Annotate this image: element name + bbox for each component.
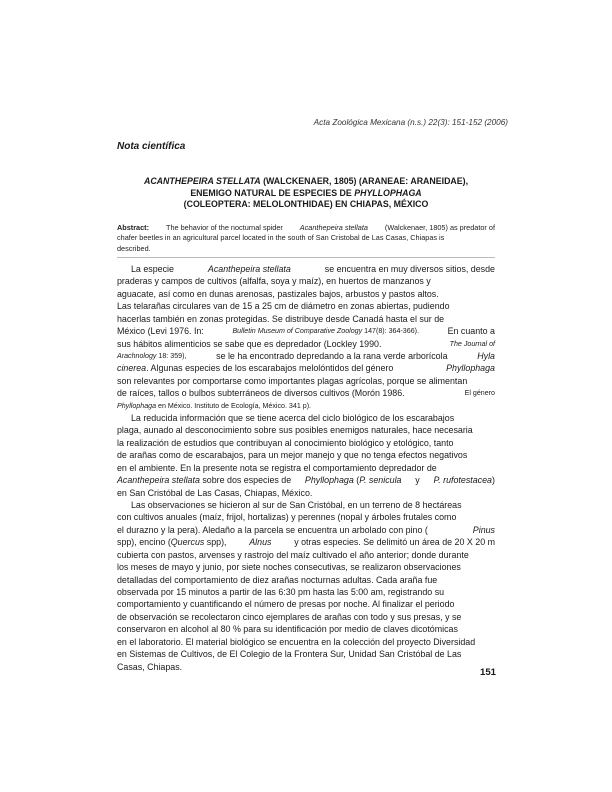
species-name: cinerea: [117, 363, 147, 374]
text-run: sus hábitos alimenticios se sabe que es depredador (Lockley 1990.: [117, 338, 382, 349]
paragraph-3-line: comportamiento y cuantificando el número de presas por noche. Al finalizar el periodo: [117, 599, 455, 610]
species-name: Acanthepeira stellata: [117, 475, 200, 486]
paragraph-3-line: [117, 524, 495, 536]
title-line-2-prefix: ENEMIGO NATURAL DE ESPECIES DE: [190, 187, 355, 198]
text-run: el durazno y la pera). Aledaño a la parcela se encuentra un arbolado con pino (: [117, 524, 428, 535]
text-run: sobre dos especies de: [202, 475, 292, 486]
paragraph-2-line: de arañas como de escarabajos, para un mejor manejo y que no tenga efectos negativos: [117, 450, 468, 461]
journal-name: The Journal of: [449, 339, 495, 348]
paragraph-1-line: hacerlas también en zonas protegidas. Se distribuye desde Canadá hasta el sur de: [117, 313, 445, 324]
text-run: En cuanto a: [447, 326, 495, 337]
text-run: [117, 474, 291, 486]
text-run: se encuentra en muy diversos sitios, desde: [324, 264, 495, 274]
abstract-label: Abstract:: [117, 223, 150, 232]
species-name: P. rufotestacea: [433, 475, 492, 486]
paragraph-1-line: [117, 400, 495, 412]
paragraph-1-line: praderas y campos de cultivos (alfalfa, soya y maíz), en huertos de manzanos y: [117, 276, 431, 287]
paragraph-1-line: [117, 350, 495, 362]
text-run: [117, 362, 393, 374]
paragraph-2-line: [117, 474, 495, 486]
text-run: 18: 359),: [158, 351, 187, 360]
text-run: [433, 474, 495, 486]
abstract-text: (Walckenaer, 1805) as predator of: [384, 223, 495, 232]
paragraph-3-line: en el laboratorio. El material biológico se encuentra en la colección del proyecto Diversidad: [117, 636, 476, 647]
species-name: Acanthepeira stellata: [207, 264, 291, 274]
citation-run: [232, 325, 419, 337]
paragraph-2-line: en el ambiente. En la presente nota se registra el comportamiento depredador de: [117, 462, 437, 473]
paragraph-1-line: [117, 263, 495, 275]
genus-name: Phyllophaga: [304, 475, 354, 486]
article-body: [117, 263, 495, 673]
abstract-species: Acanthepeira stellata: [299, 223, 368, 232]
paragraph-3-line: observada por 15 minutos a partir de las 6:30 pm hasta las 5:00 am, registrando su: [117, 586, 445, 597]
journal-name: Arachnology: [117, 351, 157, 360]
genus-name: Pinus: [472, 524, 495, 535]
species-name: Hyla: [477, 350, 495, 361]
genus-name: Phyllophaga: [117, 401, 157, 410]
text-run: ): [492, 475, 495, 486]
genus-name: Phyllophaga: [446, 363, 495, 374]
species-name: P. senicula: [359, 475, 402, 486]
page-number: 151: [479, 667, 496, 678]
paragraph-2-line: la realización de estudios que contribuyan al conocimiento biológico y etológico, tanto: [117, 437, 454, 448]
text-run: La especie: [131, 264, 174, 274]
abstract-line-1: [117, 223, 495, 233]
title-line-1: [117, 176, 495, 188]
genus-name: Quercus: [170, 537, 205, 548]
title-genus-name: PHYLLOPHAGA: [354, 187, 422, 198]
text-run: y: [415, 475, 420, 486]
text-run: México (Levi 1976. In:: [117, 326, 204, 337]
paragraph-3-line: los meses de mayo y junio, por siete noches consecutivas, se realizaron observaciones: [117, 562, 461, 573]
text-run: . Algunas especies de los escarabajos melolóntidos del género: [146, 363, 394, 374]
paragraph-3-line: conservaron en alcohol al 80 % para su identificación por medio de claves dicotómicas: [117, 624, 458, 635]
text-run: y otras especies. Se delimitó un área de 20 X 20 m: [294, 537, 495, 548]
abstract-line-2: chafer beetles in an agricultural parcel located in the south of San Cristobal de Las Casas, Chiapas is: [117, 233, 445, 243]
title-line-1-rest: (WALCKENAER, 1805) (ARANEAE: ARANEIDAE),: [263, 176, 469, 186]
abstract: [117, 223, 495, 254]
paragraph-2-line: plaga, aunado al desconocimiento sobre sus posibles enemigos naturales, hace necesaria: [117, 425, 473, 436]
paragraph-1-line: [117, 362, 495, 374]
paragraph-2-line: en San Cristóbal de Las Casas, Chiapas, México.: [117, 487, 313, 498]
text-run: (: [356, 475, 360, 486]
genus-name: Alnus: [249, 537, 272, 548]
paragraph-3-line: cubierta con pastos, arvenses y rastrojo del maíz cultivado el año anterior; donde durante: [117, 549, 469, 560]
title-line-3: (COLEOPTERA: MELOLONTHIDAE) EN CHIAPAS, MÉXICO: [183, 199, 429, 210]
paragraph-1-line: [117, 338, 495, 350]
paragraph-1-line: [117, 387, 495, 399]
title-species-name: ACANTHEPEIRA STELLATA: [143, 176, 261, 186]
text-run: se le ha encontrado depredando a la rana verde arborícola: [216, 350, 448, 361]
article-title: [117, 176, 495, 211]
paragraph-3-line: de observación se recolectaron cinco ejemplares de arañas con todo y sus presas, y se: [117, 611, 462, 622]
text-run: spp), encino (: [117, 537, 171, 548]
text-run: 147(8): 364-366).: [364, 327, 419, 336]
abstract-text: The behavior of the nocturnal spider: [166, 223, 283, 232]
text-run: [305, 474, 402, 486]
text-run: spp),: [206, 537, 227, 548]
abstract-divider: [117, 257, 495, 258]
journal-citation: Acta Zoológica Mexicana (n.s.) 22(3): 151-152 (2006): [313, 118, 508, 127]
abstract-line-3: described.: [117, 243, 151, 253]
paragraph-1-line: aguacate, así como en dunas arenosas, pastizales bajos, arbustos y pastos altos.: [117, 288, 439, 299]
paragraph-3-line: [117, 536, 495, 548]
section-label: Nota científica: [117, 141, 186, 152]
journal-name: Bulletin Museum of Comparative Zoology: [232, 327, 363, 336]
paragraph-1-line: [117, 325, 495, 337]
paragraph-1-line: Las telarañas circulares van de 15 a 25 cm de diámetro en zonas abiertas, pudiendo: [117, 301, 450, 312]
paragraph-3-line: Casas, Chiapas.: [117, 661, 183, 672]
paragraph-2-line: La reducida información que se tiene acerca del ciclo biológico de los escarabajos: [131, 413, 455, 424]
paragraph-3-line: detalladas del comportamiento de diez arañas nocturnas adultas. Cada araña fue: [117, 574, 438, 585]
citation-run: [117, 350, 186, 362]
text-run: en México. Instituto de Ecología, México. 341 p).: [158, 401, 312, 410]
paragraph-3-line: con cultivos anuales (maíz, frijol, hortalizas) y perennes (nopal y árboles frutales como: [117, 512, 457, 523]
text-run: de raíces, tallos o bulbos subterráneos de diversos cultivos (Morón 1986.: [117, 388, 405, 399]
paragraph-1-line: son relevantes por comportarse como importantes plagas agrícolas, porque se alimentan: [117, 375, 468, 386]
paragraph-3-line: en Sistemas de Cultivos, de El Colegio de la Frontera Sur, Unidad San Cristóbal de Las: [117, 649, 462, 660]
title-line-2: [117, 188, 495, 200]
citation-run: El género: [464, 389, 495, 398]
text-run: [117, 536, 227, 548]
paragraph-3-line: Las observaciones se hicieron al sur de San Cristóbal, en un terreno de 8 hectáreas: [131, 500, 462, 511]
